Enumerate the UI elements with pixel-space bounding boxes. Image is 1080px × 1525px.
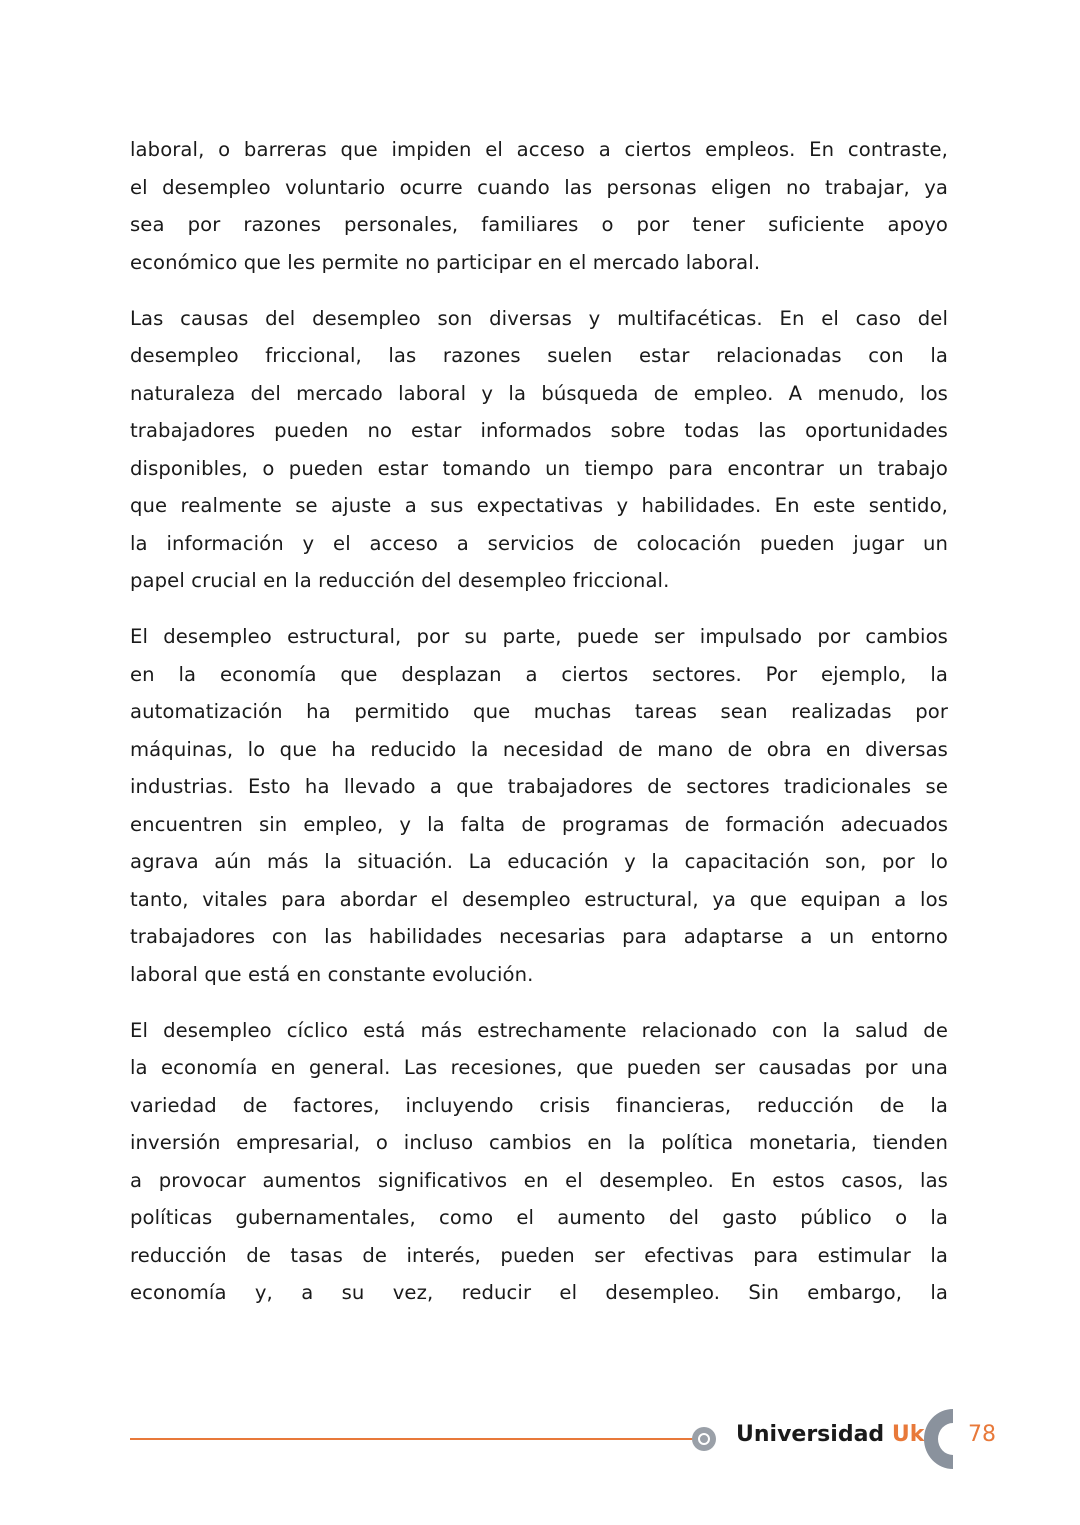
text-line: la información y el acceso a servicios de colocación pueden jugar un — [130, 531, 948, 555]
text-line: políticas gubernamentales, como el aumento del gasto público o la — [130, 1206, 948, 1229]
text-line: el desempleo voluntario ocurre cuando las personas eligen no trabajar, ya — [130, 175, 948, 199]
text-line: agrava aún más la situación. La educación y la capacitación son, por lo — [130, 850, 948, 873]
text-line: económico que les permite no participar en el mercado laboral. — [130, 250, 761, 274]
text-line: automatización ha permitido que muchas tareas sean realizadas por — [130, 700, 948, 723]
text-line: disponibles, o pueden estar tomando un tiempo para encontrar un trabajo — [130, 456, 948, 480]
text-line: laboral, o barreras que impiden el acceso a ciertos empleos. En contraste, — [130, 138, 948, 161]
logo-ring-icon — [692, 1427, 716, 1451]
brand-accent: Uk — [891, 1422, 925, 1447]
text-line: sea por razones personales, familiares o por tener suficiente apoyo — [130, 213, 948, 236]
paragraph — [130, 300, 948, 600]
text-line: desempleo friccional, las razones suelen estar relacionadas con la — [130, 344, 948, 367]
text-line: que realmente se ajuste a sus expectativas y habilidades. En este sentido, — [130, 494, 948, 517]
text-line: reducción de tasas de interés, pueden ser efectivas para estimular la — [130, 1243, 948, 1267]
text-line: variedad de factores, incluyendo crisis financieras, reducción de la — [130, 1093, 948, 1117]
text-line: inversión empresarial, o incluso cambios en la política monetaria, tienden — [130, 1131, 948, 1154]
page-number: 78 — [968, 1422, 996, 1447]
paragraph — [130, 618, 948, 993]
text-line: papel crucial en la reducción del desempleo friccional. — [130, 569, 670, 592]
text-line: economía y, a su vez, reducir el desempleo. Sin embargo, la — [130, 1281, 948, 1304]
text-line: la economía en general. Las recesiones, que pueden ser causadas por una — [130, 1056, 948, 1079]
text-line: industrias. Esto ha llevado a que trabajadores de sectores tradicionales se — [130, 775, 948, 798]
text-line: encuentren sin empleo, y la falta de programas de formación adecuados — [130, 812, 948, 836]
footer-divider — [130, 1438, 695, 1440]
text-line: laboral que está en constante evolución. — [130, 962, 534, 986]
text-line: El desempleo cíclico está más estrechamente relacionado con la salud de — [130, 1018, 948, 1042]
text-line: tanto, vitales para abordar el desempleo estructural, ya que equipan a los — [130, 887, 948, 911]
text-line: naturaleza del mercado laboral y la búsqueda de empleo. A menudo, los — [130, 381, 948, 405]
text-line: a provocar aumentos significativos en el desempleo. En estos casos, las — [130, 1168, 948, 1192]
text-line: Las causas del desempleo son diversas y multifacéticas. En el caso del — [130, 306, 948, 330]
paragraph — [130, 131, 948, 281]
body-text — [130, 131, 948, 1330]
text-line: trabajadores con las habilidades necesarias para adaptarse a un entorno — [130, 925, 948, 948]
paragraph — [130, 1012, 948, 1312]
text-line: en la economía que desplazan a ciertos sectores. Por ejemplo, la — [130, 662, 948, 686]
brand-name — [736, 1422, 924, 1447]
text-line: máquinas, lo que ha reducido la necesidad de mano de obra en diversas — [130, 737, 948, 761]
text-line: trabajadores pueden no estar informados sobre todas las oportunidades — [130, 419, 948, 442]
brand-text: Universidad — [736, 1422, 885, 1447]
text-line: El desempleo estructural, por su parte, puede ser impulsado por cambios — [130, 625, 948, 648]
